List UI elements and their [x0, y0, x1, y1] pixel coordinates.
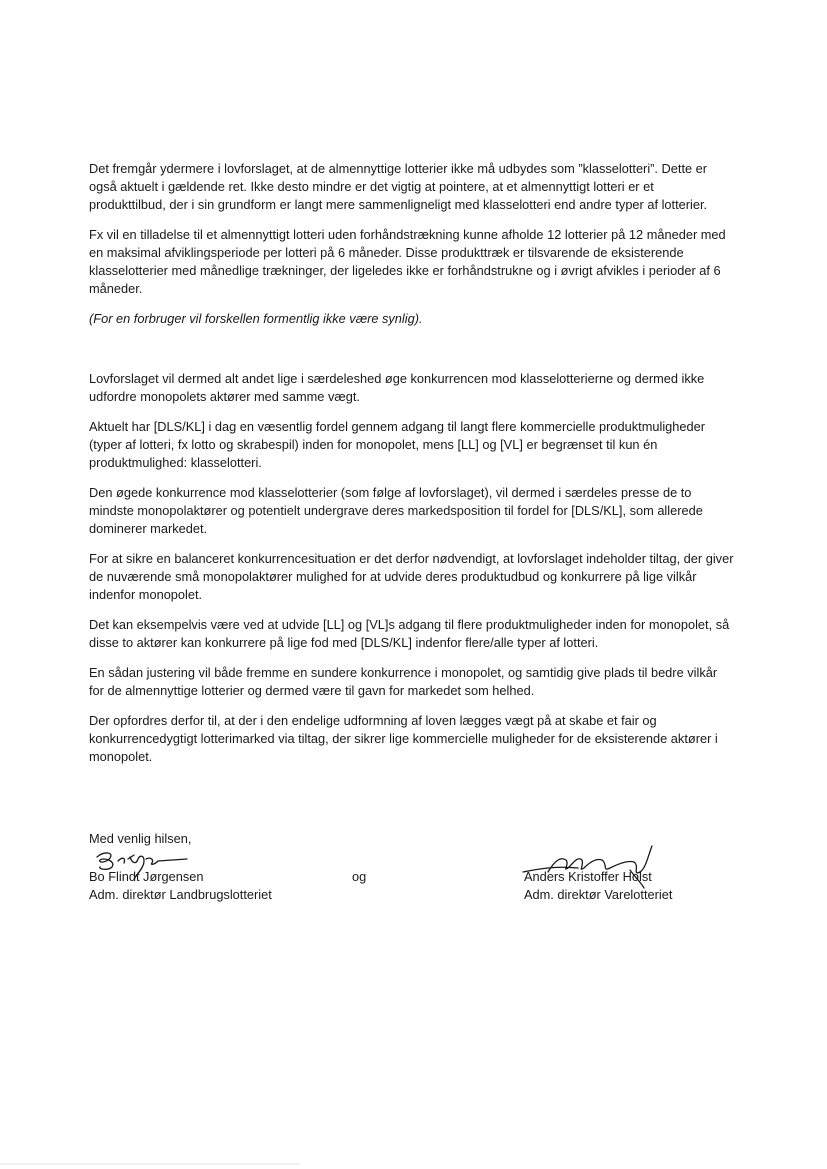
paragraph-pressure: Den øgede konkurrence mod klasselotterier (som følge af lovforslaget), vil dermed i særdeles presse de to mindste monopolaktører og potentielt undergrave deres markedsposition til fordel for [DLS/KL], som allerede dominerer markedet. — [89, 485, 703, 536]
paragraph-example: Fx vil en tilladelse til et almennyttigt lotteri uden forhåndstrækning kunne afholde 12 lotterier på 12 måneder med en maksimal afviklingsperiode per lotteri på 6 måneder. Disse produkttræk er tilsvarende de eksisterende klasselotterier med månedlige trækninger, der ligeledes ikke er forhåndstrukne og i øvrigt afvikles i perioder af 6 måneder. — [89, 227, 726, 296]
paragraph-adjustment: En sådan justering vil både fremme en sundere konkurrence i monopolet, og samtidig give plads til bedre vilkår for de almennyttige lotterier og dermed være til gavn for markedet som helhed. — [89, 665, 718, 698]
closing-greeting: Med venlig hilsen, — [89, 831, 192, 846]
signatory-right-title: Adm. direktør Varelotteriet — [524, 887, 673, 902]
paragraph-klasselotteri: Det fremgår ydermere i lovforslaget, at de almennyttige lotterier ikke må udbydes som ”klasselotteri”. Dette er også aktuelt i gældende ret. Ikke desto mindre er det vigtig at pointere, at et almennyttigt lotteri er et produkttilbud, der i sin grundform er langt mere sammenligneligt med klasselotteri end andre typer af lotterier. — [89, 161, 708, 212]
signatory-conjunction: og — [352, 869, 367, 884]
signatory-left-title: Adm. direktør Landbrugslotteriet — [89, 887, 272, 902]
signatory-left — [89, 868, 272, 904]
section-spacer — [89, 340, 734, 370]
signatory-right-name: Anders Kristoffer Holst — [524, 869, 652, 884]
paragraph-call-to-action: Der opfordres derfor til, at der i den endelige udformning af loven lægges vægt på at skabe et fair og konkurrencedygtigt lotterimarked via tiltag, der sikrer lige kommercielle muligheder for de eksisterende aktører i monopolet. — [89, 713, 718, 764]
page-bottom-edge — [0, 1163, 300, 1165]
signatory-left-name: Bo Flindt Jørgensen — [89, 869, 204, 884]
paragraph-competition: Lovforslaget vil dermed alt andet lige i særdeleshed øge konkurrencen mod klasselotterierne og dermed ikke udfordre monopolets aktører med samme vægt. — [89, 371, 705, 404]
paragraph-expand-access: Det kan eksempelvis være ved at udvide [LL] og [VL]s adgang til flere produktmuligheder inden for monopolet, så disse to aktører kan konkurrere på lige fod med [DLS/KL] indenfor flere/alle typer af lotteri. — [89, 617, 730, 650]
paragraph-advantage: Aktuelt har [DLS/KL] i dag en væsentlig fordel gennem adgang til langt flere kommercielle produktmuligheder (typer af lotteri, fx lotto og skrabespil) inden for monopolet, mens [LL] og [VL] er begrænset til kun én produktmulighed: klasselotteri. — [89, 419, 706, 470]
paragraph-consumer-note: (For en forbruger vil forskellen formentlig ikke være synlig). — [89, 311, 423, 326]
paragraph-balance: For at sikre en balanceret konkurrencesituation er det derfor nødvendigt, at lovforslaget indeholder tiltag, der giver de nuværende små monopolaktører mulighed for at udvide deres produktudbud og konkurrere på lige vilkår indenfor monopolet. — [89, 551, 734, 602]
letter-body — [89, 160, 734, 778]
signatory-right — [524, 868, 672, 904]
